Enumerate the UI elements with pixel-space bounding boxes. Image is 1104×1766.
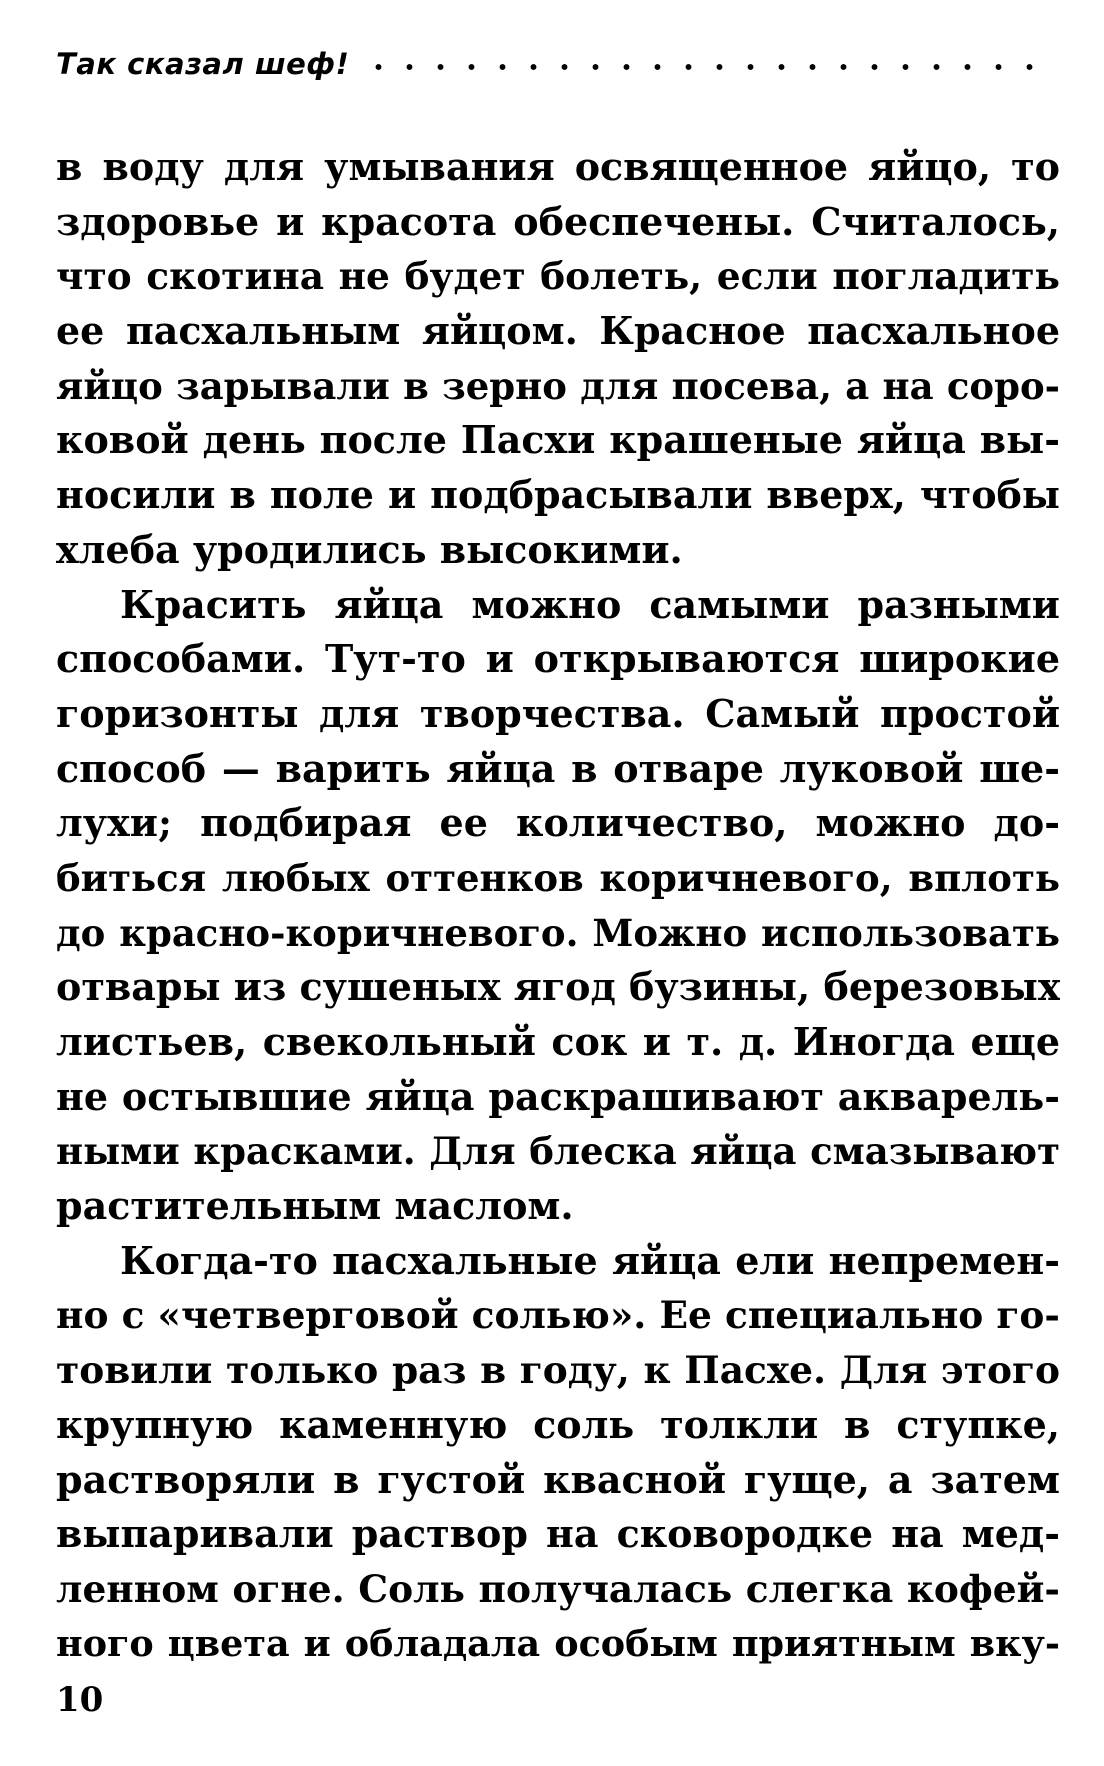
text-line: ного цвета и обладала особым приятным вку-: [56, 1621, 1060, 1665]
running-head: [56, 44, 1056, 84]
running-head-title: Так сказал шеф!: [56, 47, 350, 81]
text-line: отвары из сушеных ягод бузины, березовых: [56, 964, 1060, 1010]
text-line: ленном огне. Соль получалась слегка кофей-: [56, 1566, 1060, 1611]
text-line: растворяли в густой квасной гуще, а затем: [56, 1456, 1060, 1502]
body-text: [56, 140, 1060, 1671]
text-line: способами. Тут-то и открываются широкие: [56, 636, 1060, 682]
text-line: до красно-коричневого. Можно использовать: [56, 910, 1060, 955]
text-line: в воду для умывания освященное яйцо, то: [56, 144, 1060, 189]
text-line: но с «четверговой солью». Ее специально го-: [56, 1293, 1060, 1338]
text-line: не остывшие яйца раскрашивают акварель-: [56, 1073, 1060, 1119]
text-line: горизонты для творчества. Самый простой: [56, 690, 1060, 736]
text-line: выпаривали раствор на сковородке на мед-: [56, 1511, 1060, 1557]
text-line: ее пасхальным яйцом. Красное пасхальное: [56, 308, 1060, 354]
text-line: ковой день после Пасхи крашеные яйца вы-: [56, 417, 1060, 463]
text-line: способ — варить яйца в отваре луковой ше-: [56, 745, 1060, 791]
page-number: 10: [56, 1680, 104, 1720]
text-line: листьев, свекольный сок и т. д. Иногда еще: [56, 1019, 1060, 1064]
text-line: Красить яйца можно самыми разными: [120, 581, 1060, 627]
text-line: Когда-то пасхальные яйца ели непремен-: [120, 1237, 1060, 1283]
text-line: хлеба уродились высокими.: [56, 526, 683, 572]
text-line: крупную каменную соль толкли в ступке,: [56, 1401, 1060, 1447]
text-line: лухи; подбирая ее количество, можно до-: [56, 800, 1060, 846]
dot-leader: [363, 64, 1056, 70]
text-line: биться любых оттенков коричневого, вплоть: [56, 855, 1060, 900]
text-line: носили в поле и подбрасывали вверх, чтобы: [56, 472, 1060, 518]
text-line: ными красками. Для блеска яйца смазывают: [56, 1129, 1060, 1174]
text-line: здоровье и красота обеспечены. Считалось,: [56, 198, 1060, 244]
text-line: яйцо зарывали в зерно для посева, а на соро-: [56, 363, 1060, 408]
text-line: растительным маслом.: [56, 1183, 574, 1229]
text-line: что скотина не будет болеть, если погладить: [56, 254, 1060, 299]
text-line: товили только раз в году, к Пасхе. Для этого: [56, 1348, 1060, 1393]
